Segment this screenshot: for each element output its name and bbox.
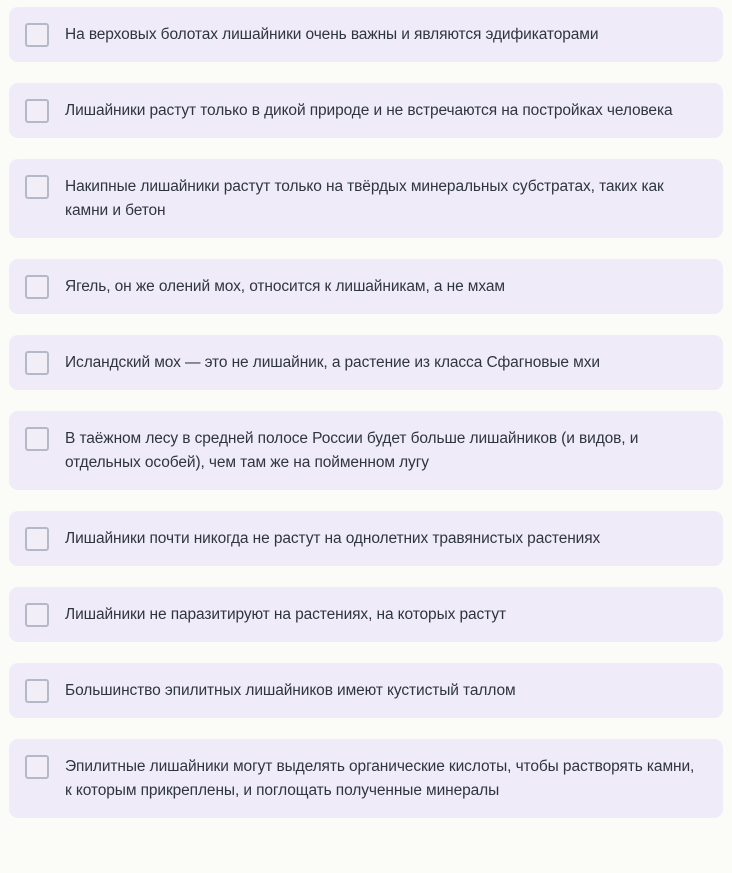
- checkbox[interactable]: [25, 23, 49, 47]
- option-1[interactable]: [9, 7, 723, 62]
- option-label: Ягель, он же олений мох, относится к лишайникам, а не мхам: [65, 278, 505, 295]
- option-label: Лишайники не паразитируют на растениях, на которых растут: [65, 606, 506, 623]
- checkbox[interactable]: [25, 427, 49, 451]
- option-3[interactable]: [9, 159, 723, 238]
- option-2[interactable]: [9, 83, 723, 138]
- option-8[interactable]: [9, 587, 723, 642]
- option-5[interactable]: [9, 335, 723, 390]
- option-7[interactable]: [9, 511, 723, 566]
- checkbox[interactable]: [25, 175, 49, 199]
- option-9[interactable]: [9, 663, 723, 718]
- option-10[interactable]: [9, 739, 723, 818]
- option-label: Накипные лишайники растут только на твёрдых минеральных субстратах, таких как камни и бетон: [65, 178, 664, 219]
- option-label: Лишайники почти никогда не растут на однолетних травянистых растениях: [65, 530, 601, 547]
- checkbox[interactable]: [25, 99, 49, 123]
- option-label: На верховых болотах лишайники очень важны и являются эдификаторами: [65, 26, 599, 43]
- option-label: Большинство эпилитных лишайников имеют кустистый таллом: [65, 682, 516, 699]
- option-6[interactable]: [9, 411, 723, 490]
- option-label: В таёжном лесу в средней полосе России будет больше лишайников (и видов, и отдельных особей), чем там же на пойменном лугу: [65, 430, 639, 471]
- option-label: Эпилитные лишайники могут выделять органические кислоты, чтобы растворять камни, к которым прикреплены, и поглощать полученные минералы: [65, 758, 695, 799]
- checkbox[interactable]: [25, 755, 49, 779]
- checkbox[interactable]: [25, 351, 49, 375]
- checkbox[interactable]: [25, 679, 49, 703]
- checkbox[interactable]: [25, 275, 49, 299]
- option-label: Лишайники растут только в дикой природе и не встречаются на постройках человека: [65, 102, 673, 119]
- option-label: Исландский мох — это не лишайник, а растение из класса Сфагновые мхи: [65, 354, 600, 371]
- checkbox[interactable]: [25, 603, 49, 627]
- checkbox[interactable]: [25, 527, 49, 551]
- option-4[interactable]: [9, 259, 723, 314]
- answer-options-list: [9, 7, 723, 839]
